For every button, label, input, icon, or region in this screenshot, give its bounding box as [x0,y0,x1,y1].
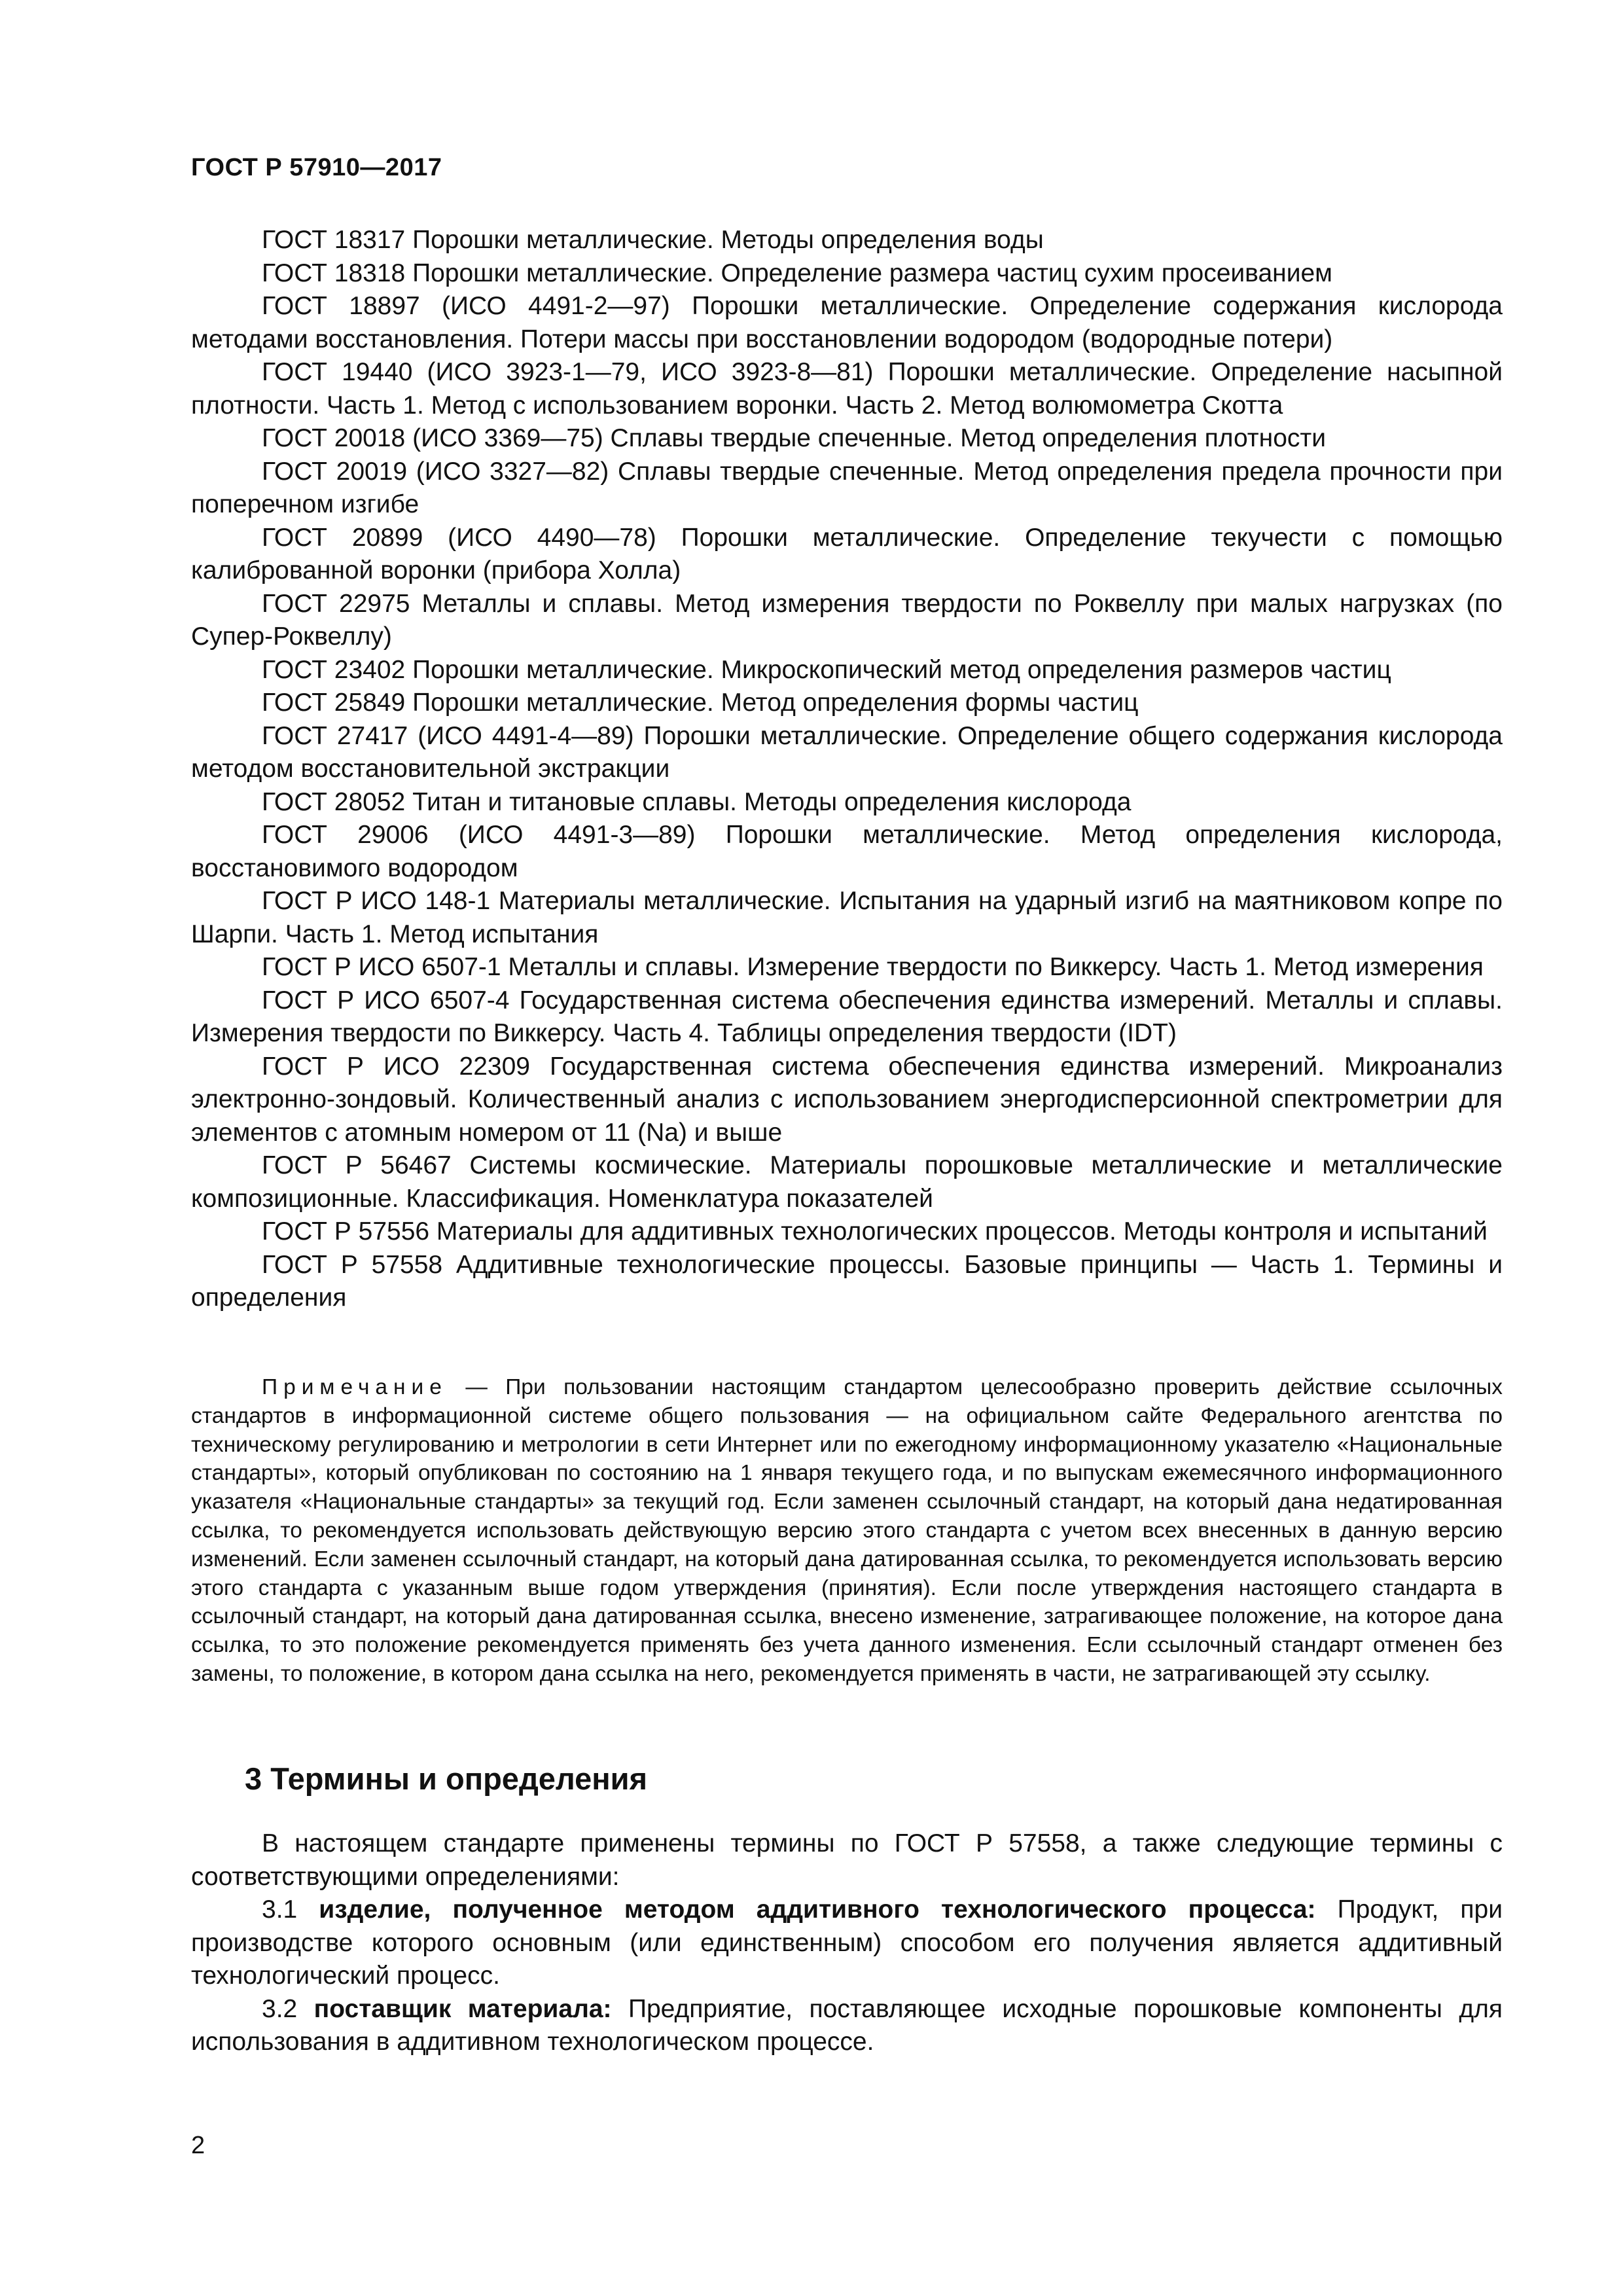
reference-item: ГОСТ Р 56467 Системы космические. Материалы порошковые металлические и металлические композиционные. Классификация. Номенклатура показателей [191,1151,1503,1213]
reference-item: ГОСТ 19440 (ИСО 3923-1—79, ИСО 3923-8—81) Порошки металлические. Определение насыпной плотности. Часть 1. Метод с использованием воронки. Часть 2. Метод волюмометра Скотта [191,358,1503,420]
reference-item: ГОСТ 28052 Титан и титановые сплавы. Методы определения кислорода [262,787,1132,816]
reference-item: ГОСТ 20019 (ИСО 3327—82) Сплавы твердые спеченные. Метод определения предела прочности при поперечном изгибе [191,457,1503,518]
term-number: 3.2 [262,1994,314,2023]
term-name: поставщик материала: [313,1994,612,2023]
page-number: 2 [191,2132,205,2159]
reference-item: ГОСТ Р ИСО 148-1 Материалы металлические. Испытания на ударный изгиб на маятниковом копре по Шарпи. Часть 1. Метод испытания [191,887,1503,948]
reference-item: ГОСТ 18897 (ИСО 4491-2—97) Порошки металлические. Определение содержания кислорода методами восстановления. Потери массы при восстановлении водородом (водородные потери) [191,292,1503,353]
term-entry [191,1893,1503,1993]
normative-references-list [191,224,1503,1315]
note-text: — При пользовании настоящим стандартом целесообразно проверить действие ссылочных стандартов в информационной системе общего пользования — на официальном сайте Федерального агентства по техническому регулированию и метрологии в сети Интернет или по ежегодному информационному указателю «Национальные стандарты», который опубликован по состоянию на 1 января текущего года, и по выпускам ежемесячного информационного указателя «Национальные стандарты» за текущий год. Если заменен ссылочный стандарт, на который дана недатированная ссылка, то рекомендуется использовать действующую версию этого стандарта с учетом всех внесенных в данную версию изменений. Если заменен ссылочный стандарт, на который дана датированная ссылка, то рекомендуется использовать версию этого стандарта с указанным выше годом утверждения (принятия). Если после утверждения настоящего стандарта в ссылочный стандарт, на который дана датированная ссылка, внесено изменение, затрагивающее положение, на которое дана ссылка, то это положение рекомендуется применять без учета данного изменения. Если ссылочный стандарт отменен без замены, то положение, в котором дана ссылка на него, рекомендуется применять в части, не затрагивающей эту ссылку. [191,1375,1503,1686]
reference-item: ГОСТ Р 57556 Материалы для аддитивных технологических процессов. Методы контроля и испытаний [262,1217,1488,1246]
term-entry [191,1993,1503,2059]
reference-item: ГОСТ Р 57558 Аддитивные технологические процессы. Базовые принципы — Часть 1. Термины и определения [191,1250,1503,1312]
document-page [191,0,1503,2296]
term-name: изделие, полученное методом аддитивного технологического процесса: [319,1895,1316,1924]
terms-intro: В настоящем стандарте применены термины по ГОСТ Р 57558, а также следующие термины с соответствующими определениями: [191,1829,1503,1891]
reference-item: ГОСТ 20899 (ИСО 4490—78) Порошки металлические. Определение текучести с помощью калиброванной воронки (прибора Холла) [191,523,1503,584]
section-title: 3 Термины и определения [245,1761,647,1796]
document-header-code: ГОСТ Р 57910—2017 [191,154,442,181]
term-definition: Предприятие, поставляющее исходные порошковые компоненты для использования в аддитивном технологическом процессе. [191,1994,1503,2056]
reference-item: ГОСТ 29006 (ИСО 4491-3—89) Порошки металлические. Метод определения кислорода, восстановимого водородом [191,821,1503,882]
reference-item: ГОСТ 20018 (ИСО 3369—75) Сплавы твердые спеченные. Метод определения плотности [262,424,1327,452]
reference-item: ГОСТ 25849 Порошки металлические. Метод определения формы частиц [262,689,1139,717]
reference-item: ГОСТ 18318 Порошки металлические. Определение размера частиц сухим просеиванием [262,259,1332,287]
reference-item: ГОСТ Р ИСО 6507-4 Государственная система обеспечения единства измерений. Металлы и сплавы. Измерения твердости по Виккерсу. Часть 4. Таблицы определения твердости (IDT) [191,986,1503,1047]
reference-item: ГОСТ 27417 (ИСО 4491-4—89) Порошки металлические. Определение общего содержания кислорода методом восстановительной экстракции [191,721,1503,783]
reference-item: ГОСТ 23402 Порошки металлические. Микроскопический метод определения размеров частиц [262,655,1391,684]
note-label: Примечание [262,1375,448,1399]
reference-item: ГОСТ 18317 Порошки металлические. Методы определения воды [262,226,1044,254]
term-number: 3.1 [262,1895,319,1924]
reference-item: ГОСТ Р ИСО 22309 Государственная система обеспечения единства измерений. Микроанализ электронно-зондовый. Количественный анализ с использованием энергодисперсионной спектрометрии для элементов с атомным номером от 11 (Na) и выше [191,1052,1503,1147]
term-definition: Продукт, при производстве которого основным (или единственным) способом его получения является аддитивный технологический процесс. [191,1895,1503,1990]
reference-item: ГОСТ Р ИСО 6507-1 Металлы и сплавы. Измерение твердости по Виккерсу. Часть 1. Метод измерения [262,953,1484,981]
references-note [191,1373,1503,1689]
terms-section [191,1827,1503,2059]
reference-item: ГОСТ 22975 Металлы и сплавы. Метод измерения твердости по Роквеллу при малых нагрузках (по Супер-Роквеллу) [191,589,1503,651]
